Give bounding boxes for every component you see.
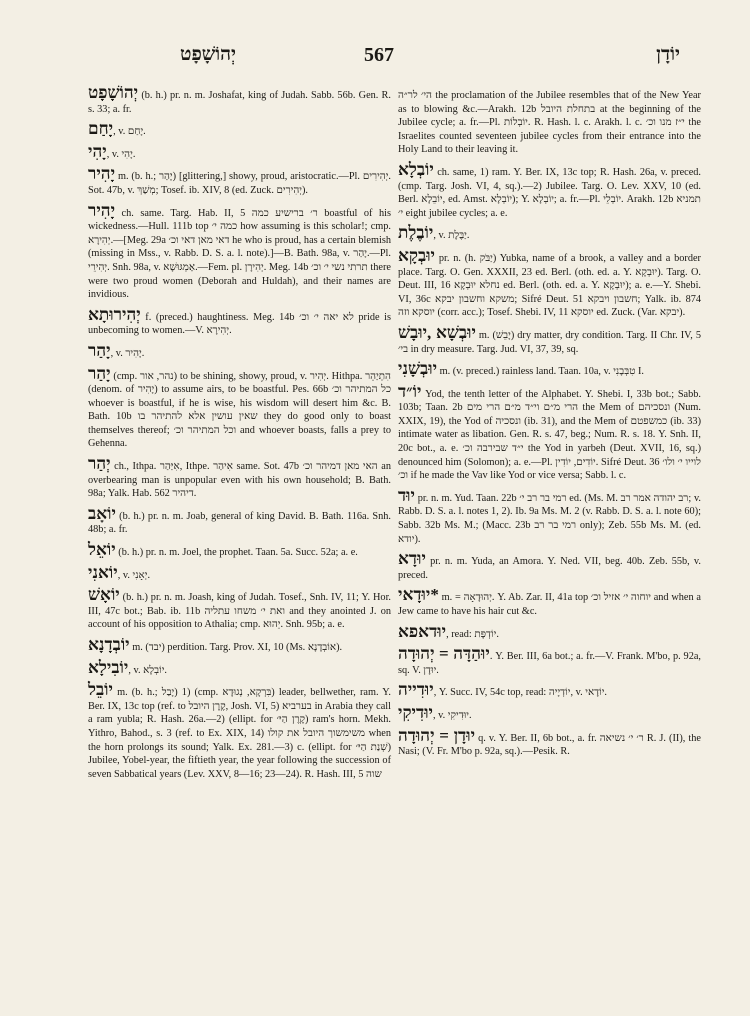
entry-headword: יָהַר [88, 340, 111, 360]
entry-headword: יוֹבְדָנָא [88, 635, 130, 654]
dictionary-entry [88, 306, 391, 338]
entry-definition: , v. יָהִי. [106, 148, 136, 160]
entry-definition: m. (יבד) perdition. Targ. Prov. XI, 10 (Ms. אוֹבְדָנָא). [129, 642, 343, 653]
entry-headword: יוֹ״ד [398, 381, 422, 401]
running-head-left: יְהוֹשָׁפָט [180, 44, 237, 65]
entry-definition: m. = יְהוּדָאָה. Y. Ab. Zar. II, 41a top יוחוה י׳ אזיל וכ׳ and when a Jew came to have his hair cut &c. [398, 592, 701, 617]
dictionary-entry [88, 636, 391, 655]
dictionary-entry [88, 202, 391, 302]
dictionary-entry [88, 541, 391, 560]
entry-headword: יוּבְקָא [398, 245, 436, 265]
running-head-right: יוֹדָן [656, 44, 680, 65]
dictionary-entry [398, 645, 701, 677]
entry-headword: יוּבְשָׁא ,יוּבָשׁ [398, 322, 476, 342]
entry-definition: m. (v. preced.) rainless land. Taan. 10a, v. טִבְּבָנִי I. [437, 366, 644, 378]
dictionary-entry [88, 165, 391, 197]
dictionary-entry [398, 324, 701, 356]
entry-headword: יוּד [398, 485, 415, 505]
entry-definition: , v. יוּדִיקִי. [433, 709, 472, 721]
dictionary-entry [398, 383, 701, 483]
dictionary-entry [88, 659, 391, 678]
dictionary-entry [88, 342, 391, 361]
entry-headword: יוּדָא [398, 549, 426, 569]
entry-headword: יוֹאָב [88, 503, 116, 523]
entry-definition: pr. n. m. Yud. Taan. 22b רמי בר רב י׳ ed. (Ms. M. רב יהודה אמר רב; v. Rabb. D. S. a. l. notes 1, 2). Ib. 9a Ms. M. 2 (v. Rabb. D. S. a. l. note 60); Sabb. 32b Ms. M.; (Macc. 23b רמי בר רב only); Zeb. 55b Ms. M. (ed. יודא). [398, 492, 701, 545]
entry-headword: יָהַר [88, 363, 111, 383]
dictionary-entry [88, 365, 391, 452]
dictionary-entry [88, 455, 391, 501]
left-column [88, 84, 391, 785]
entry-definition: ch. same, 1) ram. Y. Ber. IX, 13c top; R. Hash. 26a, v. preced. (cmp. Targ. Josh. VI, 4, sq.).—2) Jubilee. Targ. O. Lev. XXV, 10 (ed. Berl. יוֹבֵלָא, ed. Amst. יוֹבְלָא); Y. יוֹבְלָא; a. fr.—Pl. יוֹבְלֵי. Arakh. 12b תמניא י׳ eight jubilee cycles; a. e. [398, 166, 701, 219]
entry-definition: ch., Ithpa. אִיַּהַר, Ithpe. אִיהַר same. Sot. 47b האי מאן דמיהר וכ׳ an overbearing man is unpopular even with his own household; B. Bath. 98a; Yalk. Hab. 562 דיהיר. [88, 461, 391, 500]
right-column [398, 84, 701, 763]
entry-definition: , v. יְאָנִי. [117, 569, 151, 581]
entry-headword: יוּדָן = יְהוּדָה [398, 725, 476, 745]
entry-definition: . Y. Ber. III, 6a bot.; a. fr.—V. Frank. M'bo, p. 92a, sq. V. יוּדָן. [398, 651, 701, 676]
entry-headword: יוֹאָשׁ [88, 585, 120, 605]
entry-headword: יוּדִייה [398, 680, 434, 700]
entry-headword: יְהַר [88, 454, 111, 474]
entry-headword: יְהִירוּתָא [88, 304, 141, 324]
entry-definition: (b. h.) pr. n. m. Joel, the prophet. Taan. 5a. Succ. 52a; a. e. [115, 547, 358, 559]
page-header [80, 44, 690, 74]
dictionary-entry [398, 727, 701, 759]
dictionary-entry [398, 550, 701, 582]
entry-headword: יוּהַדָּה = יְהוּדָה [398, 644, 490, 664]
entry-headword: יָהִיר [88, 200, 116, 220]
entry-headword: יוֹבֵל [88, 680, 113, 700]
entry-definition: ch. same. Targ. Hab. II, 5 ר׳ ברישיע כמה boastful of his wickedness.—Hull. 111b top כמה י׳ how assuming is this scholar!; cmp. יְהִירָא.—[Meg. 29a דאי מאן דאי וכ׳ he who is proud, has a certain blemish (missing in Mss., v. Rabb. D. S. a. l. note).]—B. Bath. 98a, v. יָהַר.—Pl. יְהִירֵי. Snh. 98a, v. אַמְגּוּשָׁא.—Fem. pl. יְהִירָן. Meg. 14b תרתי נשי י׳ וכ׳ there were two proud women (Deborah and Huldah), and their names are invidious. [88, 207, 392, 301]
dictionary-entry [398, 487, 701, 546]
entry-definition: (b. h.) pr. n. m. Joash, king of Judah. Tosef., Snh. IV, 11; Y. Hor. III, 47c bot.; Bab. ib. 11b ואת י׳ משחו עתליה and they anointed J. on account of his opposition to Athalia; cmp. יֵהוּא. Snh. 95b; a. e. [88, 592, 392, 631]
entry-definition: , v. יוֹבְלָא. [128, 664, 167, 676]
dictionary-entry [398, 360, 701, 379]
entry-definition: , Y. Succ. IV, 54c top, read: יוֹדְיָיה, v. יוֹדָאי. [433, 687, 607, 699]
dictionary-entry [88, 505, 391, 537]
page-number: 567 [364, 44, 394, 66]
entry-headword: יוֹבֶלֶת [398, 223, 434, 243]
entry-definition: pr. n. (h. יַבֹּק) Yubka, name of a brook, a valley and a border place. Targ. O. Gen. XXXII, 23 ed. Berl. (oth. ed. a. Y. יוּבְקָא). Targ. O. Deut. III, 16 נחלא יוּבְקָא ed. Berl. (oth. ed. a. Y. יוּבְקָא); a. e.—Y. Shebi. VI, 36c משקא וחשבון יבקא; Sifré Deut. 51 חשבון ויבקא; Yalk. ib. 874 יוסקא וזה (corr. acc.); Tosef. Shebi. IV, 11 יוסקא ed. Zuck. (Var. יבקא). [398, 252, 702, 319]
entry-headword: יוֹבְלָא [398, 159, 434, 179]
dictionary-entry [88, 681, 391, 781]
dictionary-entry [88, 120, 391, 139]
entry-definition: m. (b. h.; יָהַר) [glittering,] showy, proud, aristocratic.—Pl. יְהִירִים. Sot. 47b, v. מְשַׁךְ; Tosef. ib. XIV, 8 (ed. Zuck. יְהִירִים). [88, 171, 391, 196]
entry-definition: (b. h.) pr. n. m. Joshafat, king of Judah. Sabb. 56b. Gen. R. s. 33; a. fr. [88, 90, 391, 115]
entry-headword: יוֹאֵל [88, 540, 116, 560]
entry-definition: q. v. Y. Ber. II, 6b bot., a. fr. ר׳ י׳ נשיאה R. J. (II), the Nasi; (V. Fr. M'bo p. 92a, sq.).—Pesik. R. [398, 732, 701, 758]
entry-definition: m. (b. h.; יָבַל) 1) (cmp. בִּרְקָא, נְגוּדָא) leader, bellwether, ram. Y. Ber. IX, 13c top (ref. to קֶרֶן היובל, Josh. VI, 5) בערביא in Arabia they call a ram yubla; R. Hash. 26a.—2) (ellipt. for קֶרֶן הַיּ׳) ram's horn. Mekh. Yithro, Bahod., s. 3 (ref. to Ex. XIX, 14) משימשוך היובל את קולו when the horn prolongs its sound; Yalk. Ex. 281.—3) c. (ellipt. for שְׁנַת הַיּ׳) Jubilee, Yobel-year, the fiftieth year, the year following the succession of seven Sabbatical years (Lev. XXV, 8—16; 23—24). R. Hash. III, 5 שוה [88, 687, 392, 780]
entry-definition: Yod, the tenth letter of the Alphabet. Y. Shebi. I, 33b bot.; Sabb. 103b; Taan. 2b הרי מ״ם וי״ד מ״ם הרי מים the Mem of ונסכיהם (Num. XXIX, 19), the Yod of ונסכיה (ib. 31), and the Mem of כמשפטם (ib. 33) intimate water as libation. Gen. R. s. 47, beg.; Num. R. s. 18. Y. Snh. II, 20c bot., a. e. י״ד שבירבה וכ׳ the Yod in yarbeh (Deut. XVII, 16, sq.) denounced him (Solomon); a. e.—Pl. יוֹדִים, יוֹדִין. Sifré Deut. 36 לוייו י׳ ולו׳ וכ׳ if he made the Vav like Yod or vice versa; Sabb. l. c. [398, 388, 702, 482]
entry-definition: , v. יָחַם. [113, 126, 146, 138]
entry-definition: pr. n. m. Yuda, an Amora. Y. Ned. VII, beg. 40b. Zeb. 55b, v. preced. [398, 556, 701, 581]
dictionary-entry [88, 586, 391, 632]
dictionary-entry [398, 681, 701, 700]
entry-definition: m. (יָבֵשׁ) dry matter, dry condition. Targ. II Chr. IV, 5 בי׳ in dry measure. Targ. Jud. VI, 37, 39, sq. [398, 329, 701, 355]
entry-definition: f. (preced.) haughtiness. Meg. 14b לא יאה י׳ וכ׳ pride is unbecoming to women.—V. יְהִירָא. [88, 311, 391, 337]
entry-headword: יָהִיר [88, 164, 116, 184]
entry-headword: יְהוֹשָׁפָט [88, 83, 139, 102]
entry-headword: יוּבְשָׁנִי [398, 359, 438, 379]
dictionary-entry [398, 623, 701, 642]
entry-headword: יוּדִיקִי [398, 702, 433, 722]
entry-definition: (cmp. נהר, אור) to be shining, showy, proud, v. יְהִיר. Hithpa. הִתְיַהֵר (denom. of יָהִיר) to assume airs, to be boastful. Pes. 66b כל המתיהר וכ׳ whoever is boastful, if he is wise, his wisdom will desert him &c. B. Bath. 10b שאין עושין אלא להתיהר בו they do good only to boast themselves thereof; וכל המתיהר וכ׳ and whoever boasts, falls a prey to Gehenna. [88, 370, 391, 450]
dictionary-entry [398, 247, 701, 320]
entry-headword: יוֹאנִי [88, 562, 118, 582]
entry-definition: , read: יוֹדְפָּת. [446, 628, 499, 640]
dictionary-entry [398, 586, 701, 618]
dictionary-entry [88, 143, 391, 162]
entry-headword: יוֹבִילָא [88, 657, 129, 677]
entry-definition: הי׳ לר״ה the proclamation of the Jubilee resembles that of the New Year as to blowing &c.—Arakh. 12b בתחלת היובל at the beginning of the Jubilee cycle; a. fr.—Pl. יוֹבְלוֹת. R. Hash. l. c. Arakh. l. c. י״ז מנו וכ׳ the Israelites counted seventeen jubilee cycles from their entrance into the Holy Land to their leaving it. [398, 90, 702, 156]
entry-headword: יוּדָאי* [398, 585, 439, 605]
entry-definition: , v. יַבֶּלֶת. [433, 230, 470, 242]
dictionary-entry [398, 84, 701, 157]
dictionary-entry [88, 564, 391, 583]
dictionary-entry [398, 224, 701, 243]
dictionary-entry [88, 84, 391, 116]
dictionary-entry [398, 704, 701, 723]
entry-definition: (b. h.) pr. n. m. Joab, general of king David. B. Bath. 116a. Snh. 48b; a. fr. [88, 510, 391, 536]
entry-definition: , v. יָהִיר. [110, 347, 145, 359]
dictionary-entry [398, 161, 701, 220]
entry-headword: יָחַם [88, 119, 114, 139]
entry-headword: יוּדאפא [398, 621, 447, 641]
entry-headword: יָהִי [88, 141, 107, 161]
